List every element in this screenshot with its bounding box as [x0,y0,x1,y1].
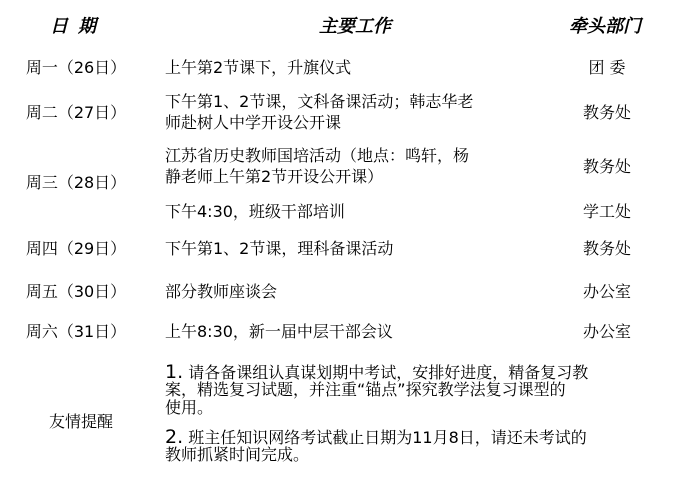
reminder-note-1-line3: 使用。 [165,398,214,417]
note-2-number: 2. [165,426,184,448]
note-2-text-line1: 班主任知识网络考试截止日期为11月8日，请还未考试的 [183,428,587,447]
note-1-number: 1. [165,361,184,383]
dept-saturday: 办公室 [582,322,631,341]
work-tuesday-line2: 师赴树人中学开设公开课 [165,113,342,132]
reminder-note-1-line2: 案，精选复习试题，并注重“锚点”探究教学法复习课型的 [165,380,566,399]
day-monday: 周一（26日） [25,58,127,77]
dept-thursday: 教务处 [582,239,631,258]
work-wednesday-a-line2: 静老师上午第2节开设公开课） [165,167,384,186]
dept-wednesday-b: 学工处 [582,202,631,221]
reminder-label: 友情提醒 [48,412,113,431]
work-friday: 部分教师座谈会 [165,282,278,301]
reminder-note-2-line2: 教师抓紧时间完成。 [165,445,310,464]
header-main-work: 主要工作 [319,16,391,37]
day-saturday: 周六（31日） [25,322,127,341]
work-wednesday-b: 下午4:30，班级干部培训 [165,202,345,221]
header-lead-dept: 牵头部门 [569,16,641,37]
header-date: 日期 [50,16,106,37]
dept-tuesday: 教务处 [582,103,631,122]
dept-wednesday-a: 教务处 [582,157,631,176]
day-friday: 周五（30日） [25,282,127,301]
day-thursday: 周四（29日） [25,239,127,258]
work-tuesday-line1: 下午第1、2节课，文科备课活动；韩志华老 [165,92,474,111]
work-monday: 上午第2节课下，升旗仪式 [165,58,352,77]
dept-monday: 团 委 [588,58,626,77]
work-thursday: 下午第1、2节课，理科备课活动 [165,239,394,258]
dept-friday: 办公室 [582,282,631,301]
day-wednesday: 周三（28日） [25,173,127,192]
work-saturday: 上午8:30，新一届中层干部会议 [165,322,393,341]
day-tuesday: 周二（27日） [25,103,127,122]
note-1-text-line1: 请各备课组认真谋划期中考试，安排好进度，精备复习教 [183,363,589,382]
work-wednesday-a-line1: 江苏省历史教师国培活动（地点：鸣轩，杨 [165,146,470,165]
